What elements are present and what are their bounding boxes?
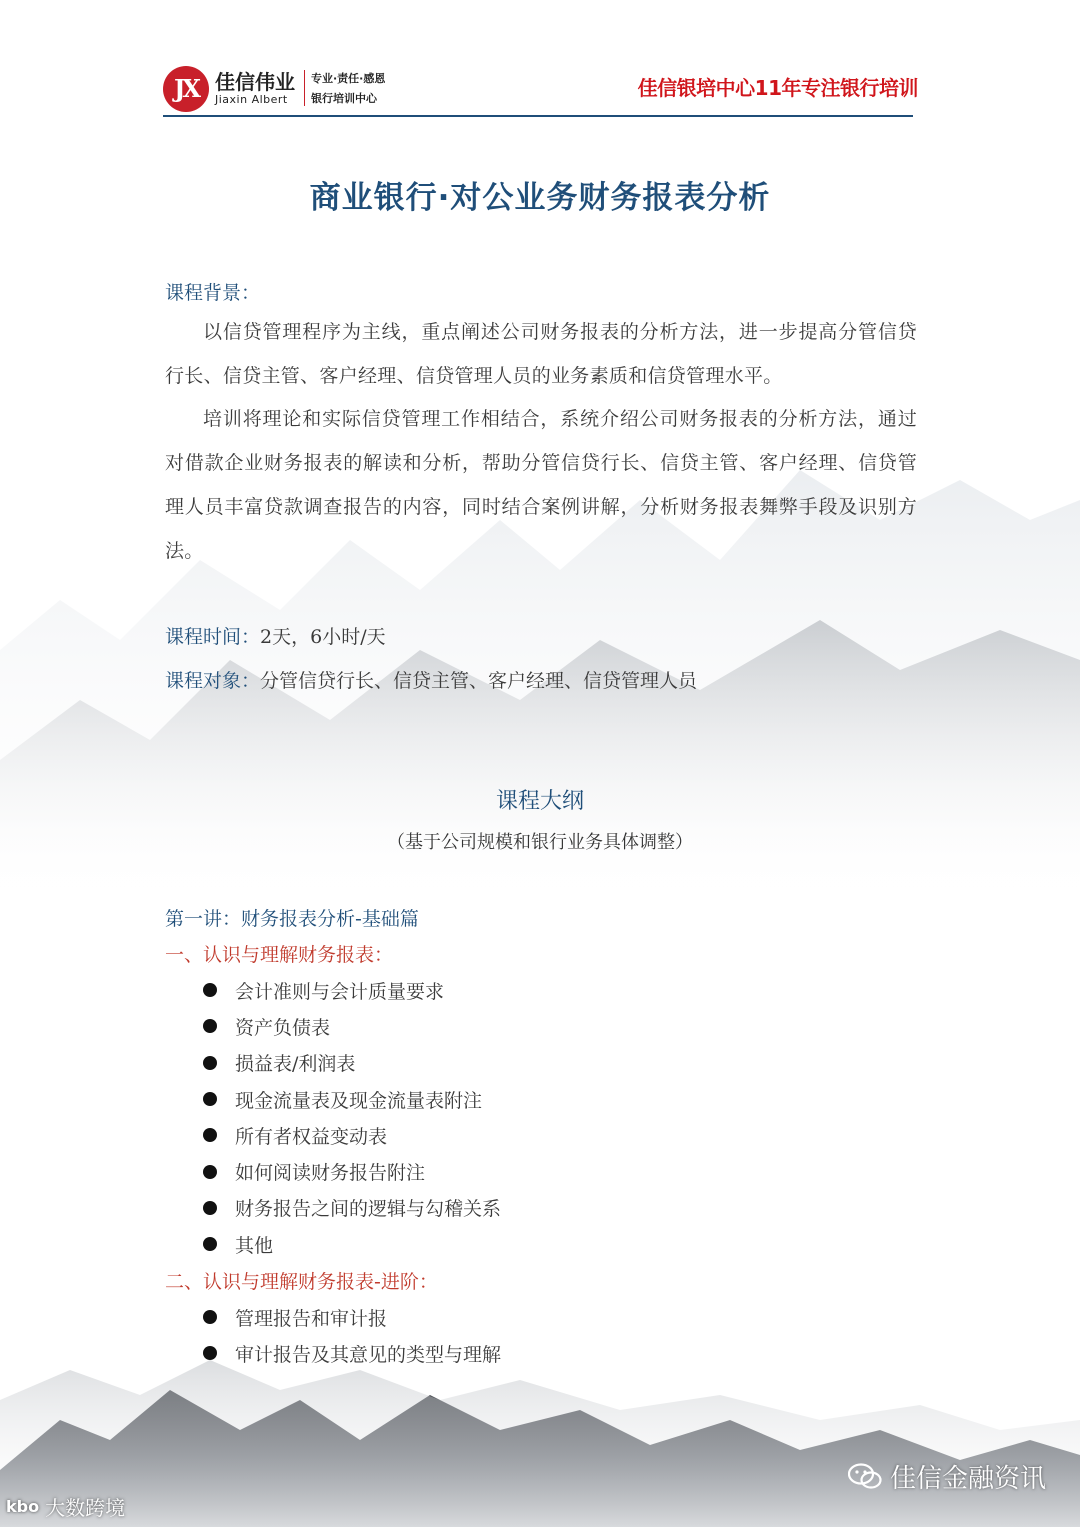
- header-slogan: 佳信银培中心11年专注银行培训: [637, 76, 918, 100]
- bullet-icon: [203, 1310, 217, 1324]
- list-item-text: 如何阅读财务报告附注: [235, 1162, 426, 1185]
- watermark-right: [848, 1458, 1046, 1495]
- logo-tagline-1: 专业·责任·感恩: [311, 72, 386, 85]
- list-item: [203, 1226, 501, 1262]
- header-rule: [163, 115, 913, 117]
- background-paragraph-1: 以信贷管理程序为主线，重点阐述公司财务报表的分析方法，进一步提高分管信贷行长、信贷主管、客户经理、信贷管理人员的业务素质和信贷管理水平。: [165, 321, 917, 387]
- list-item-text: 财务报告之间的逻辑与勾稽关系: [235, 1198, 502, 1221]
- page-title: 商业银行·对公业务财务报表分析: [309, 180, 771, 216]
- bullet-icon: [203, 983, 217, 997]
- course-target-label: 课程对象：: [165, 670, 261, 692]
- background-label: 课程背景：: [165, 282, 261, 304]
- list-item-text: 损益表/利润表: [235, 1053, 356, 1076]
- watermark-left: [6, 1492, 125, 1521]
- list-item: [203, 1335, 501, 1371]
- company-logo-icon: JX: [163, 66, 209, 112]
- list-item-text: 管理报告和审计报: [235, 1307, 388, 1330]
- course-time-value: 2天，6小时/天: [260, 626, 386, 648]
- list-item: [203, 1153, 501, 1189]
- list-item: [203, 1190, 501, 1226]
- list-item: [203, 1081, 501, 1117]
- company-name-en: Jiaxin Albert: [215, 93, 288, 106]
- bullet-icon: [203, 1056, 217, 1070]
- course-target-value: 分管信贷行长、信贷主管、客户经理、信贷管理人员: [260, 670, 698, 692]
- list-item-text: 所有者权益变动表: [235, 1125, 388, 1148]
- section-1-list: [203, 972, 501, 1262]
- background-paragraph-2: 培训将理论和实际信贷管理工作相结合，系统介绍公司财务报表的分析方法，通过对借款企业财务报表的解读和分析，帮助分管信贷行长、信贷主管、客户经理、信贷管理人员丰富贷款调查报告的内容，同时结合案例讲解，分析财务报表舞弊手段及识别方法。: [165, 408, 917, 562]
- bullet-icon: [203, 1092, 217, 1106]
- wechat-icon: [848, 1463, 882, 1491]
- watermark-right-text: 佳信金融资讯: [889, 1464, 1046, 1494]
- bullet-icon: [203, 1128, 217, 1142]
- logo-divider: [304, 70, 305, 106]
- watermark-left-text: 大数跨境: [45, 1496, 126, 1520]
- section-heading-2: 二、认识与理解财务报表-进阶：: [165, 1271, 438, 1293]
- outline-subtitle: （基于公司规模和银行业务具体调整）: [387, 832, 693, 853]
- bullet-icon: [203, 1237, 217, 1251]
- bullet-icon: [203, 1019, 217, 1033]
- kbo-logo-icon: kbo: [6, 1497, 40, 1516]
- list-item-text: 会计准则与会计质量要求: [235, 980, 445, 1003]
- logo-tagline-2: 银行培训中心: [311, 92, 377, 105]
- list-item-text: 资产负债表: [235, 1016, 331, 1039]
- course-target: [165, 666, 697, 693]
- section-2-list: [203, 1299, 501, 1372]
- list-item: [203, 1117, 501, 1153]
- course-time: [165, 622, 386, 649]
- list-item: [203, 972, 501, 1008]
- list-item: [203, 1045, 501, 1081]
- company-name-cn: 佳信伟业: [215, 70, 295, 94]
- list-item-text: 其他: [235, 1234, 274, 1257]
- page-header: [163, 62, 918, 118]
- list-item: [203, 1008, 501, 1044]
- lecture-heading: 第一讲：财务报表分析-基础篇: [165, 908, 419, 930]
- list-item-text: 现金流量表及现金流量表附注: [235, 1089, 483, 1112]
- bullet-icon: [203, 1346, 217, 1360]
- outline-title: 课程大纲: [495, 789, 584, 814]
- list-item-text: 审计报告及其意见的类型与理解: [235, 1343, 502, 1366]
- course-time-label: 课程时间：: [165, 626, 261, 648]
- list-item: [203, 1299, 501, 1335]
- section-heading-1: 一、认识与理解财务报表：: [165, 944, 394, 966]
- bullet-icon: [203, 1201, 217, 1215]
- bullet-icon: [203, 1165, 217, 1179]
